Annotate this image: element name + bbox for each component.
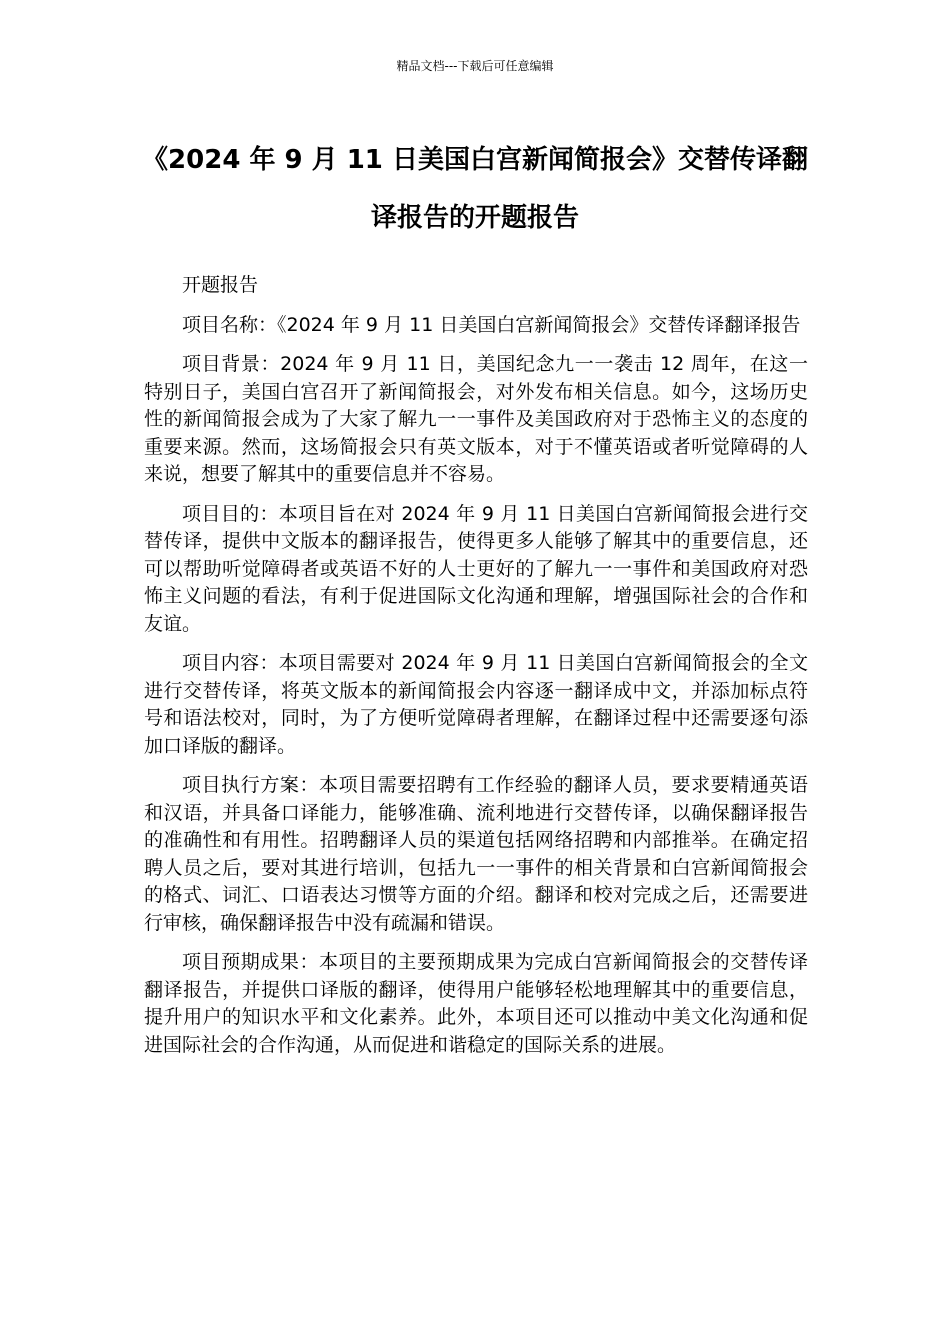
paragraph-project-purpose: 项目目的：本项目旨在对 2024 年 9 月 11 日美国白宫新闻简报会进行交替传译，提供中文版本的翻译报告，使得更多人能够了解其中的重要信息，还可以帮助听觉障碍者或英语不好的人士更好的了解九一一事件和美国政府对恐怖主义问题的看法，有利于促进国际文化沟通和理解，增强国际社会的合作和友谊。 [144, 502, 808, 635]
document-title: 《2024 年 9 月 11 日美国白宫新闻简报会》交替传译翻译报告的开题报告 [142, 145, 808, 233]
header-note: 精品文档---下载后可任意编辑 [396, 59, 554, 73]
paragraph-project-name: 项目名称：《2024 年 9 月 11 日美国白宫新闻简报会》交替传译翻译报告 [182, 313, 801, 336]
paragraph-execution-plan: 项目执行方案：本项目需要招聘有工作经验的翻译人员，要求要精通英语和汉语，并具备口译能力，能够准确、流利地进行交替传译，以确保翻译报告的准确性和有用性。招聘翻译人员的渠道包括网络招聘和内部推举。在确定招聘人员之后，要对其进行培训，包括九一一事件的相关背景和白宫新闻简报会的格式、词汇、口语表达习惯等方面的介绍。翻译和校对完成之后，还需要进行审核，确保翻译报告中没有疏漏和错误。 [144, 774, 808, 934]
section-heading: 开题报告 [182, 274, 259, 296]
paragraph-project-background: 项目背景：2024 年 9 月 11 日，美国纪念九一一袭击 12 周年，在这一特别日子，美国白宫召开了新闻简报会，对外发布相关信息。如今，这场历史性的新闻简报会成为了大家了解九一一事件及美国政府对于恐怖主义的态度的重要来源。然而，这场简报会只有英文版本，对于不懂英语或者听觉障碍的人来说，想要了解其中的重要信息并不容易。 [144, 353, 808, 485]
paragraph-expected-results: 项目预期成果：本项目的主要预期成果为完成白宫新闻简报会的交替传译翻译报告，并提供口译版的翻译，使得用户能够轻松地理解其中的重要信息，提升用户的知识水平和文化素养。此外，本项目还可以推动中美文化沟通和促进国际社会的合作沟通，从而促进和谐稳定的国际关系的进展。 [144, 951, 808, 1056]
paragraph-project-content: 项目内容：本项目需要对 2024 年 9 月 11 日美国白宫新闻简报会的全文进行交替传译，将英文版本的新闻简报会内容逐一翻译成中文，并添加标点符号和语法校对，同时，为了方便听觉障碍者理解，在翻译过程中还需要逐句添加口译版的翻译。 [144, 652, 808, 757]
document-body [144, 272, 808, 1071]
